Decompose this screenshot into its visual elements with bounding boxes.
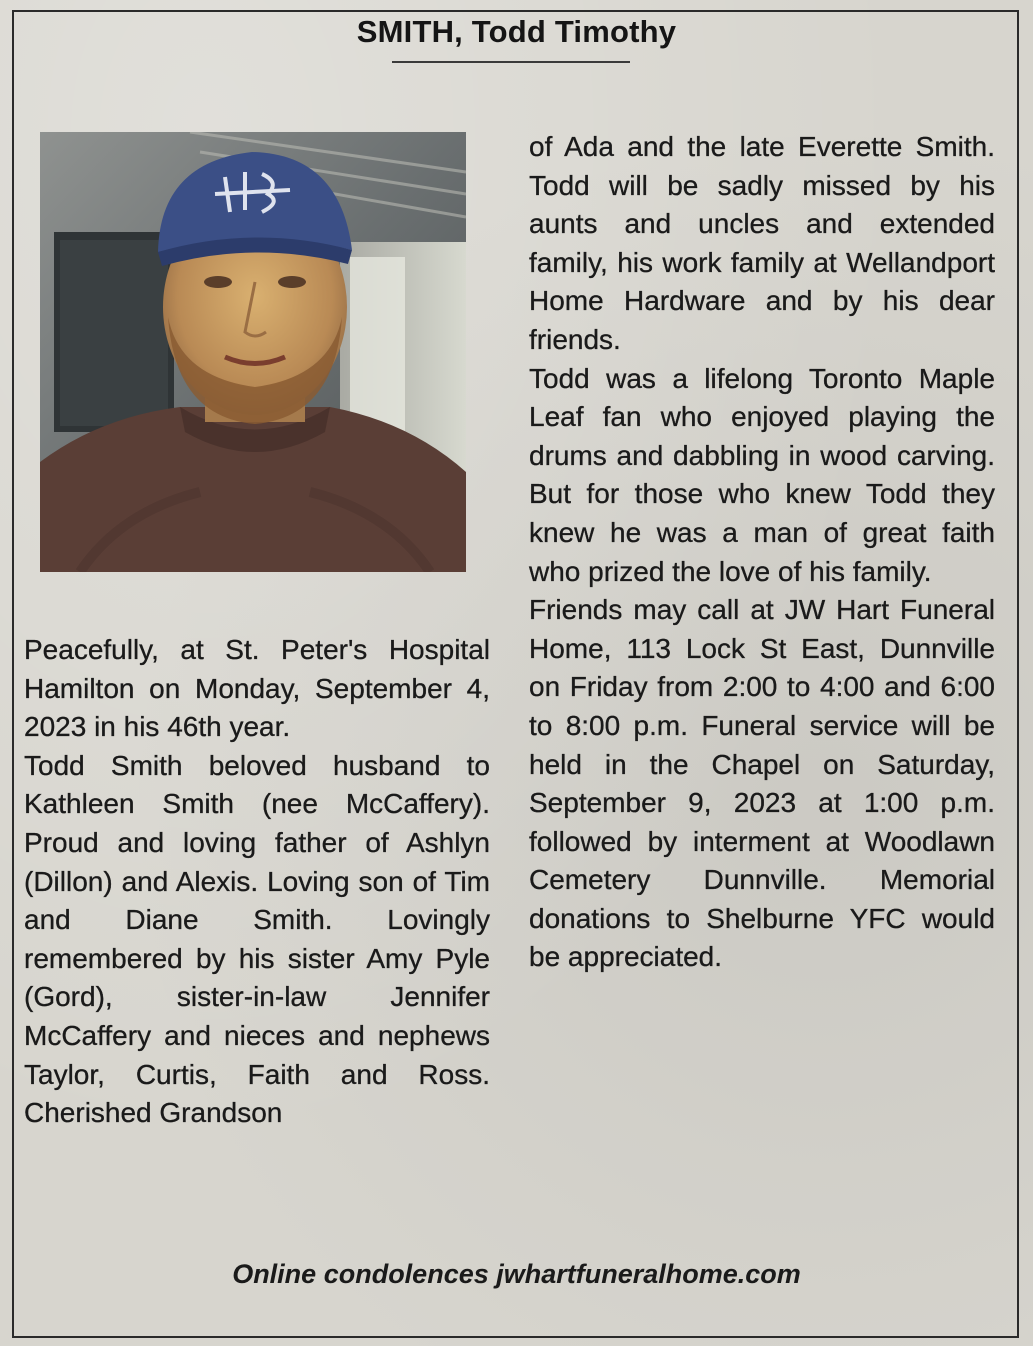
paragraph-family: Todd Smith beloved husband to Kathleen Smith (nee McCaffery). Proud and loving father of Ashlyn (Dillon) and Alexis. Loving son of Tim and Diane Smith. Lovingly remembered by his sister Amy Pyle (Gord), sister-in-law Jennifer McCaffery and nieces and nephews Taylor, Curtis, Faith and Ross. Cherished Grandson (24, 749, 490, 1129)
notice-title: SMITH, Todd Timothy (356, 14, 677, 49)
paragraph-interests: Todd was a lifelong Toronto Maple Leaf fan who enjoyed playing the drums and dabbling in wood carving. But for those who knew Todd they knew he was a man of great faith who prized the love of his family. (529, 362, 995, 587)
left-column (24, 631, 490, 1133)
paragraph-announcement: Peacefully, at St. Peter's Hospital Hamilton on Monday, September 4, 2023 in his 46th year. (24, 634, 490, 743)
paragraph-family-continued: of Ada and the late Everette Smith. Todd will be sadly missed by his aunts and uncles and extended family, his work family at Wellandport Home Hardware and by his dear friends. (529, 131, 995, 355)
portrait-photo (40, 132, 466, 572)
paragraph-service-details: Friends may call at JW Hart Funeral Home, 113 Lock St East, Dunnville on Friday from 2:00 to 4:00 and 6:00 to 8:00 p.m. Funeral service will be held in the Chapel on Saturday, September 9, 2023 at 1:00 p.m. followed by interment at Woodlawn Cemetery Dunnville. Memorial donations to Shelburne YFC would be appreciated. (529, 594, 995, 973)
right-column (529, 128, 995, 977)
title-underline (392, 61, 630, 63)
condolences-footer: Online condolences jwhartfuneralhome.com (232, 1259, 801, 1289)
